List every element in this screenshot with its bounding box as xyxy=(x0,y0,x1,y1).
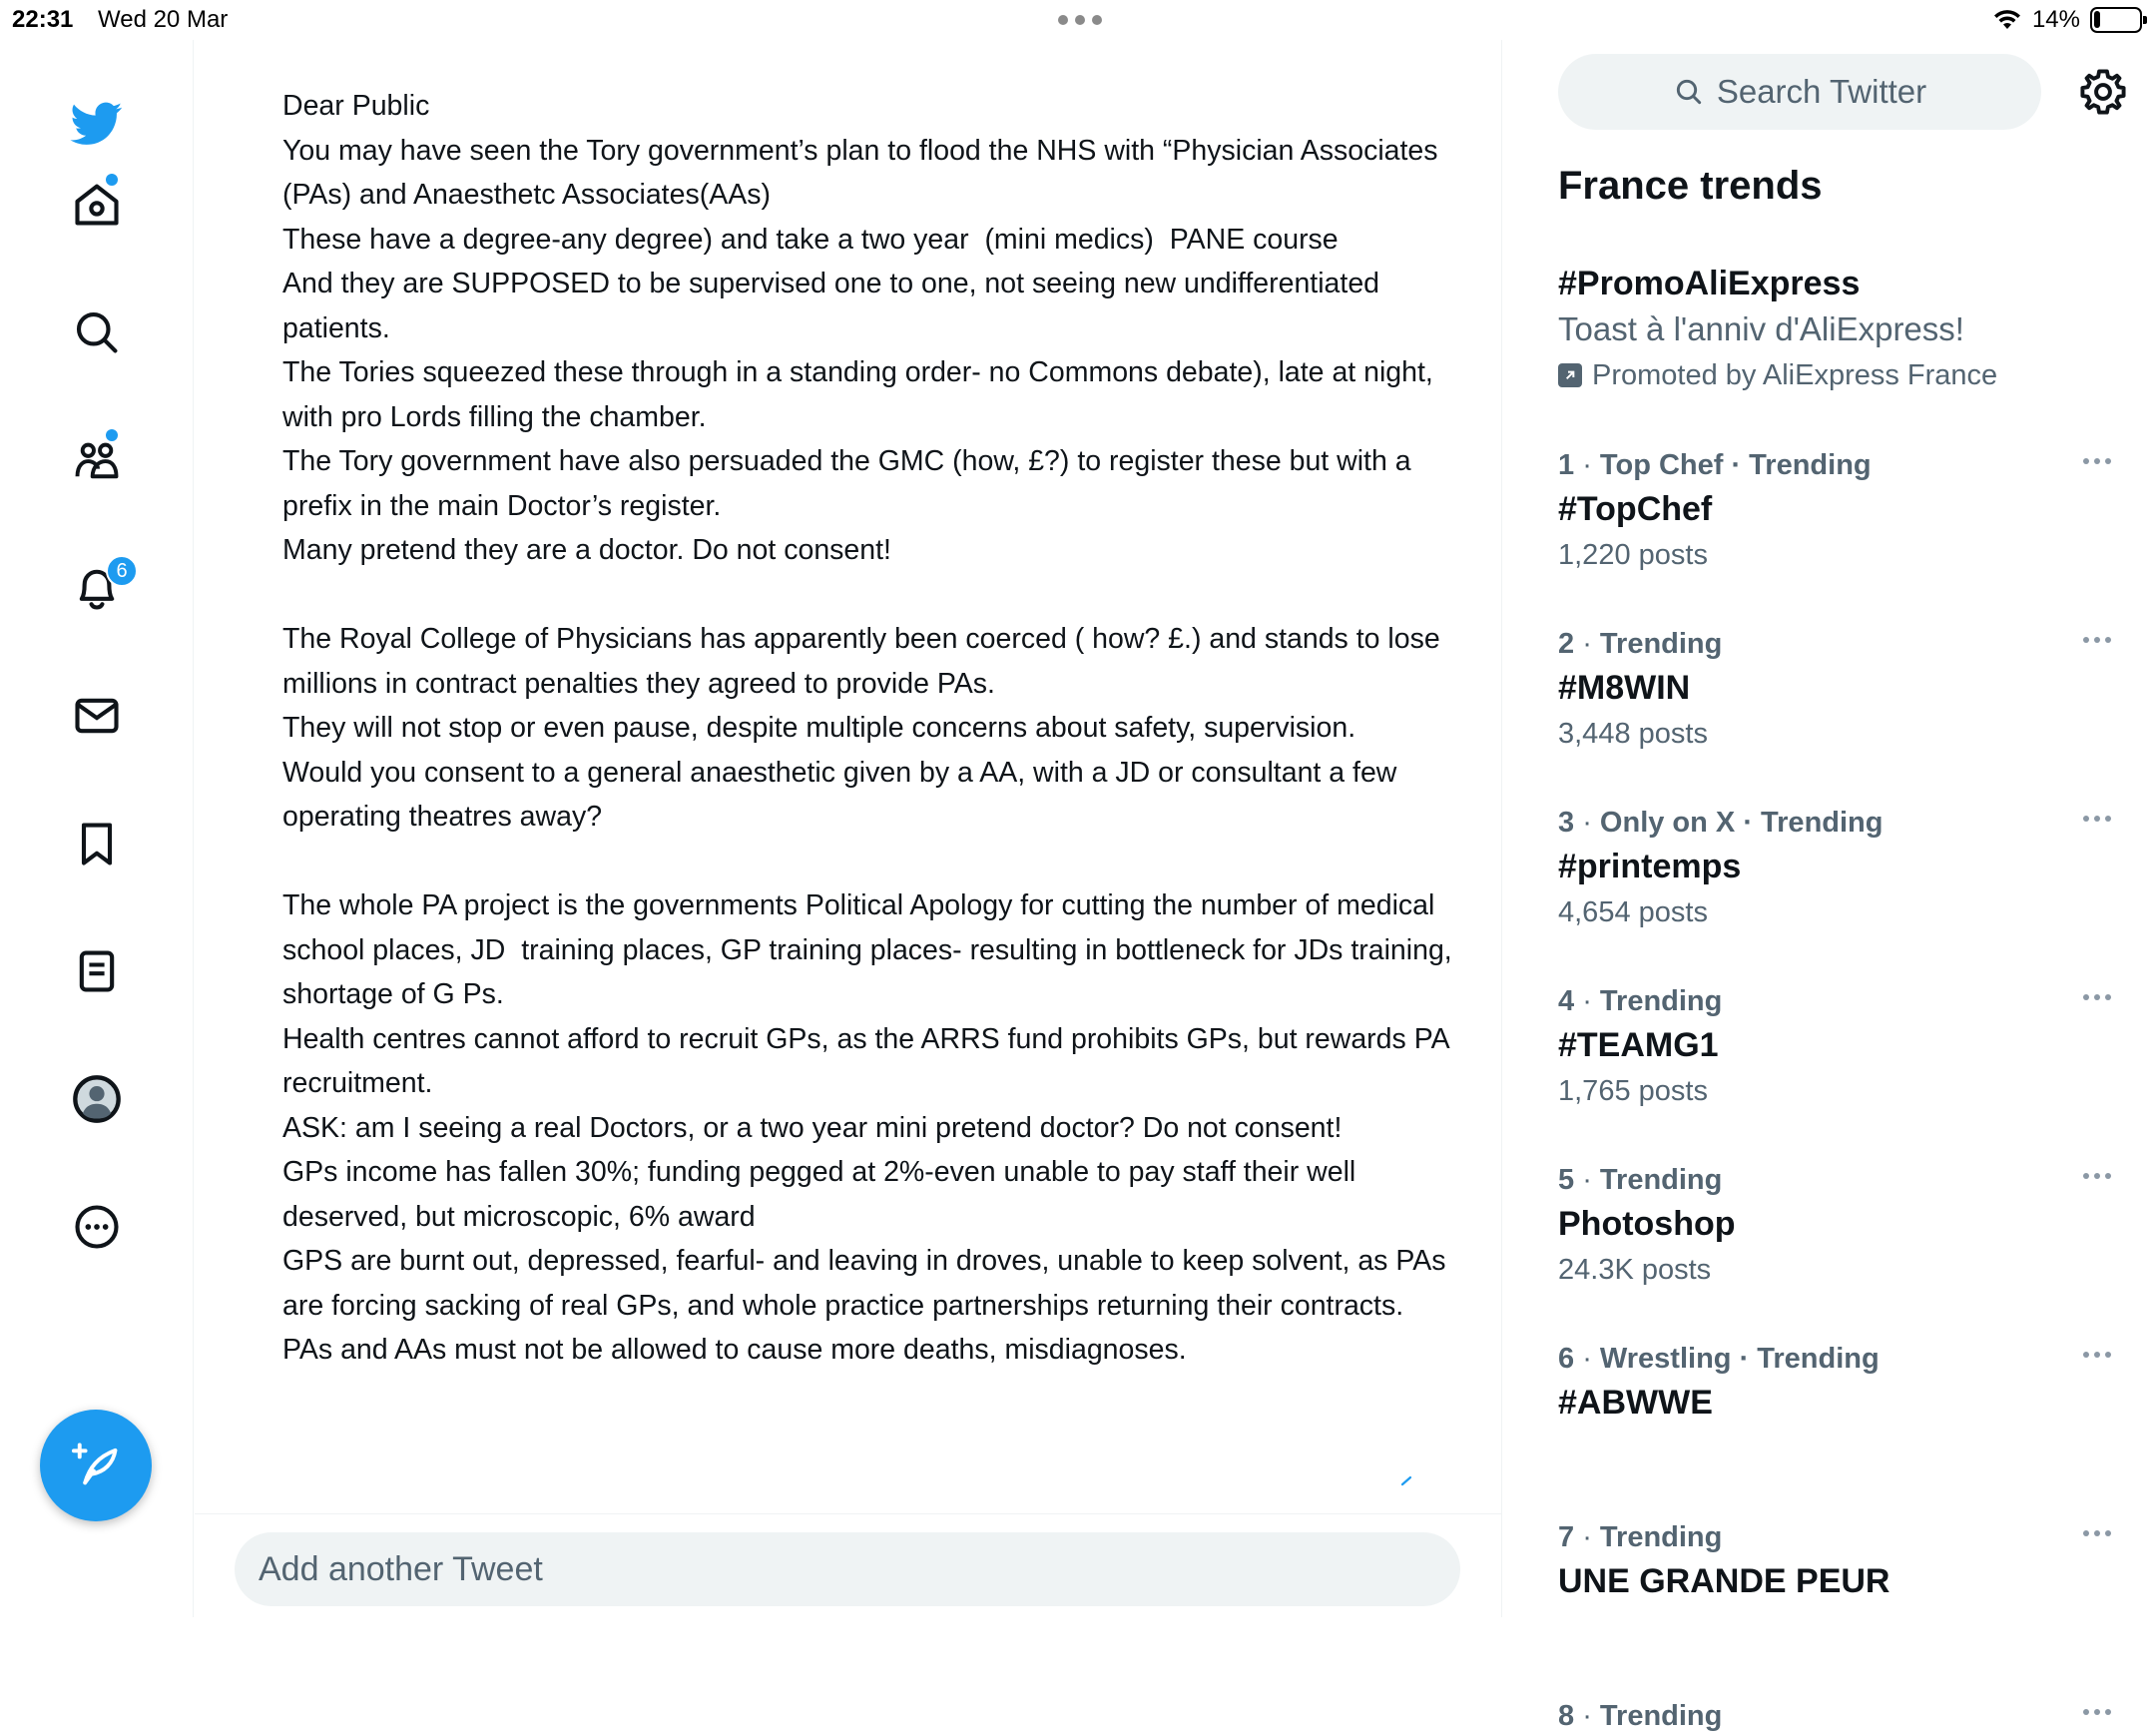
trend-name: #M8WIN xyxy=(1558,669,1691,707)
notification-count-badge: 6 xyxy=(106,555,138,587)
promoted-trend[interactable] xyxy=(1558,262,2117,397)
more-options-icon[interactable] xyxy=(2083,1702,2117,1722)
promoted-by-label: Promoted by AliExpress France xyxy=(1592,359,1998,391)
promoted-by xyxy=(1558,353,2117,397)
twitter-logo-icon[interactable] xyxy=(62,88,132,158)
add-tweet-bar xyxy=(195,1513,1502,1617)
wifi-icon xyxy=(1992,8,2022,32)
battery-icon xyxy=(2090,7,2142,33)
trend-rank: 5 xyxy=(1558,1164,1575,1196)
more-options-icon[interactable] xyxy=(2083,809,2117,829)
trend-name: #ABWWE xyxy=(1558,1384,1713,1422)
trends-heading: France trends xyxy=(1558,164,1823,208)
trend-item[interactable] xyxy=(1558,981,2117,1113)
profile-avatar-icon[interactable] xyxy=(62,1064,132,1134)
gear-icon[interactable] xyxy=(2077,66,2129,118)
trend-name: Photoshop xyxy=(1558,1205,1736,1243)
trend-context: 2 · Trending xyxy=(1558,628,1723,660)
trend-post-count: 3,448 posts xyxy=(1558,718,1708,750)
trend-post-count: 4,654 posts xyxy=(1558,896,1708,928)
communities-icon[interactable] xyxy=(62,425,132,495)
trend-rank: 3 xyxy=(1558,807,1575,839)
trend-item[interactable] xyxy=(1558,1160,2117,1292)
trend-post-count: 24.3K posts xyxy=(1558,1254,1712,1286)
trend-rank: 8 xyxy=(1558,1700,1575,1732)
trend-context-label: Trending xyxy=(1599,628,1723,660)
trend-item[interactable] xyxy=(1558,803,2117,934)
trend-item[interactable] xyxy=(1558,1696,2117,1736)
multitasking-dots-icon[interactable] xyxy=(1058,8,1104,32)
trend-name: UNE GRANDE PEUR xyxy=(1558,1562,1890,1600)
add-another-tweet-input[interactable]: Add another Tweet xyxy=(235,1532,1460,1606)
trend-rank: 1 xyxy=(1558,449,1575,481)
more-options-icon[interactable] xyxy=(2083,1523,2117,1543)
status-indicators xyxy=(1992,4,2142,36)
tweet-composer-thread xyxy=(195,40,1502,1617)
trend-post-count: 1,220 posts xyxy=(1558,539,1708,571)
feather-plus-icon xyxy=(70,1440,122,1491)
trend-context-label: Wrestling · Trending xyxy=(1599,1343,1880,1375)
trend-item[interactable] xyxy=(1558,624,2117,756)
compose-tweet-button[interactable] xyxy=(40,1410,152,1521)
resize-handle-icon xyxy=(1400,1475,1414,1485)
home-unread-dot xyxy=(106,174,118,186)
more-options-icon[interactable] xyxy=(2083,1345,2117,1365)
sidebar-nav xyxy=(0,40,194,1617)
trend-name: #printemps xyxy=(1558,848,1742,885)
trend-context: 8 · Trending xyxy=(1558,1700,1723,1732)
status-time: 22:31 xyxy=(12,6,74,33)
trend-item[interactable] xyxy=(1558,1517,2117,1605)
search-placeholder: Search Twitter xyxy=(1716,73,1927,110)
status-bar xyxy=(0,0,2156,40)
trend-context-label: Trending xyxy=(1599,985,1723,1017)
search-icon[interactable] xyxy=(62,297,132,367)
bookmarks-icon[interactable] xyxy=(62,809,132,878)
trend-item[interactable] xyxy=(1558,1339,2117,1427)
trend-context: 3 · Only on X · Trending xyxy=(1558,807,1884,839)
trend-context-label: Trending xyxy=(1599,1700,1723,1732)
messages-icon[interactable] xyxy=(62,681,132,751)
trend-context: 1 · Top Chef · Trending xyxy=(1558,449,1872,481)
status-date: Wed 20 Mar xyxy=(98,6,229,33)
trend-context: 4 · Trending xyxy=(1558,985,1723,1017)
promoted-icon xyxy=(1558,363,1582,387)
trend-context-label: Trending xyxy=(1599,1164,1723,1196)
promoted-trend-description: Toast à l'anniv d'AliExpress! xyxy=(1558,310,1964,347)
trend-context-label: Top Chef · Trending xyxy=(1599,449,1872,481)
trend-item[interactable] xyxy=(1558,445,2117,577)
battery-fill xyxy=(2094,11,2100,28)
trend-name: #TEAMG1 xyxy=(1558,1026,1719,1064)
trend-context: 6 · Wrestling · Trending xyxy=(1558,1343,1880,1375)
trend-context: 5 · Trending xyxy=(1558,1164,1723,1196)
trend-context-label: Trending xyxy=(1599,1521,1723,1553)
trend-name: #TopChef xyxy=(1558,490,1713,528)
search-icon xyxy=(1673,76,1705,108)
search-twitter-input[interactable] xyxy=(1558,54,2041,130)
trend-rank: 2 xyxy=(1558,628,1575,660)
right-sidebar xyxy=(1504,40,2156,1732)
trend-post-count: 1,765 posts xyxy=(1558,1075,1708,1107)
battery-percent: 14% xyxy=(2031,6,2080,33)
tweet-text[interactable]: Dear Public You may have seen the Tory government’s plan to flood the NHS with “Physician Associates (PAs) and Anaesthetc Associates(AAs) These have a degree-any degree) and take a two year (mini medics) PANE course And they are SUPPOSED to be supervised one to one, not seeing new undifferentiated patients. The Tories squeezed these through in a standing order- no Commons debate), late at night, with pro Lords filling the chamber. The Tory government have also persuaded the GMC (how, £?) to register these but with a prefix in the main Doctor’s register. Many pretend they are a doctor. Do not consent! The Royal College of Physicians has apparently been coerced ( how? £.) and stands to lose millions in contract penalties they agreed to provide PAs. They will not stop or even pause, despite multiple concerns about safety, supervision. Would you consent to a general anaesthetic given by a AA, with a JD or consultant a few operating theatres away? The whole PA project is the governments Political Apology for cutting the number of medical school places, JD training places, GP training places- resulting in bottleneck for JDs training, shortage of G Ps. Health centres cannot afford to recruit GPs, as the ARRS fund prohibits GPs, but rewards PA recruitment. ASK: am I seeing a real Doctors, or a two year mini pretend doctor? Do not consent! GPs income has fallen 30%; funding pegged at 2%-even unable to pay staff their well deserved, but microscopic, 6% award GPS are burnt out, depressed, fearful- and leaving in droves, unable to keep solvent, as PAs are forcing sacking of real GPs, and whole practice partnerships returning their contracts. PAs and AAs must not be allowed to cause more deaths, misdiagnoses. xyxy=(282,90,1452,1366)
more-options-icon[interactable] xyxy=(2083,630,2117,650)
more-options-icon[interactable] xyxy=(2083,1166,2117,1186)
trend-rank: 6 xyxy=(1558,1343,1575,1375)
promoted-trend-tag: #PromoAliExpress xyxy=(1558,265,1861,302)
trend-rank: 7 xyxy=(1558,1521,1575,1553)
more-options-icon[interactable] xyxy=(2083,987,2117,1007)
communities-unread-dot xyxy=(106,429,118,441)
trend-rank: 4 xyxy=(1558,985,1575,1017)
more-icon[interactable] xyxy=(62,1192,132,1262)
home-icon[interactable] xyxy=(62,170,132,240)
trend-context-label: Only on X · Trending xyxy=(1599,807,1884,839)
more-options-icon[interactable] xyxy=(2083,451,2117,471)
trend-context: 7 · Trending xyxy=(1558,1521,1723,1553)
lists-icon[interactable] xyxy=(62,936,132,1006)
